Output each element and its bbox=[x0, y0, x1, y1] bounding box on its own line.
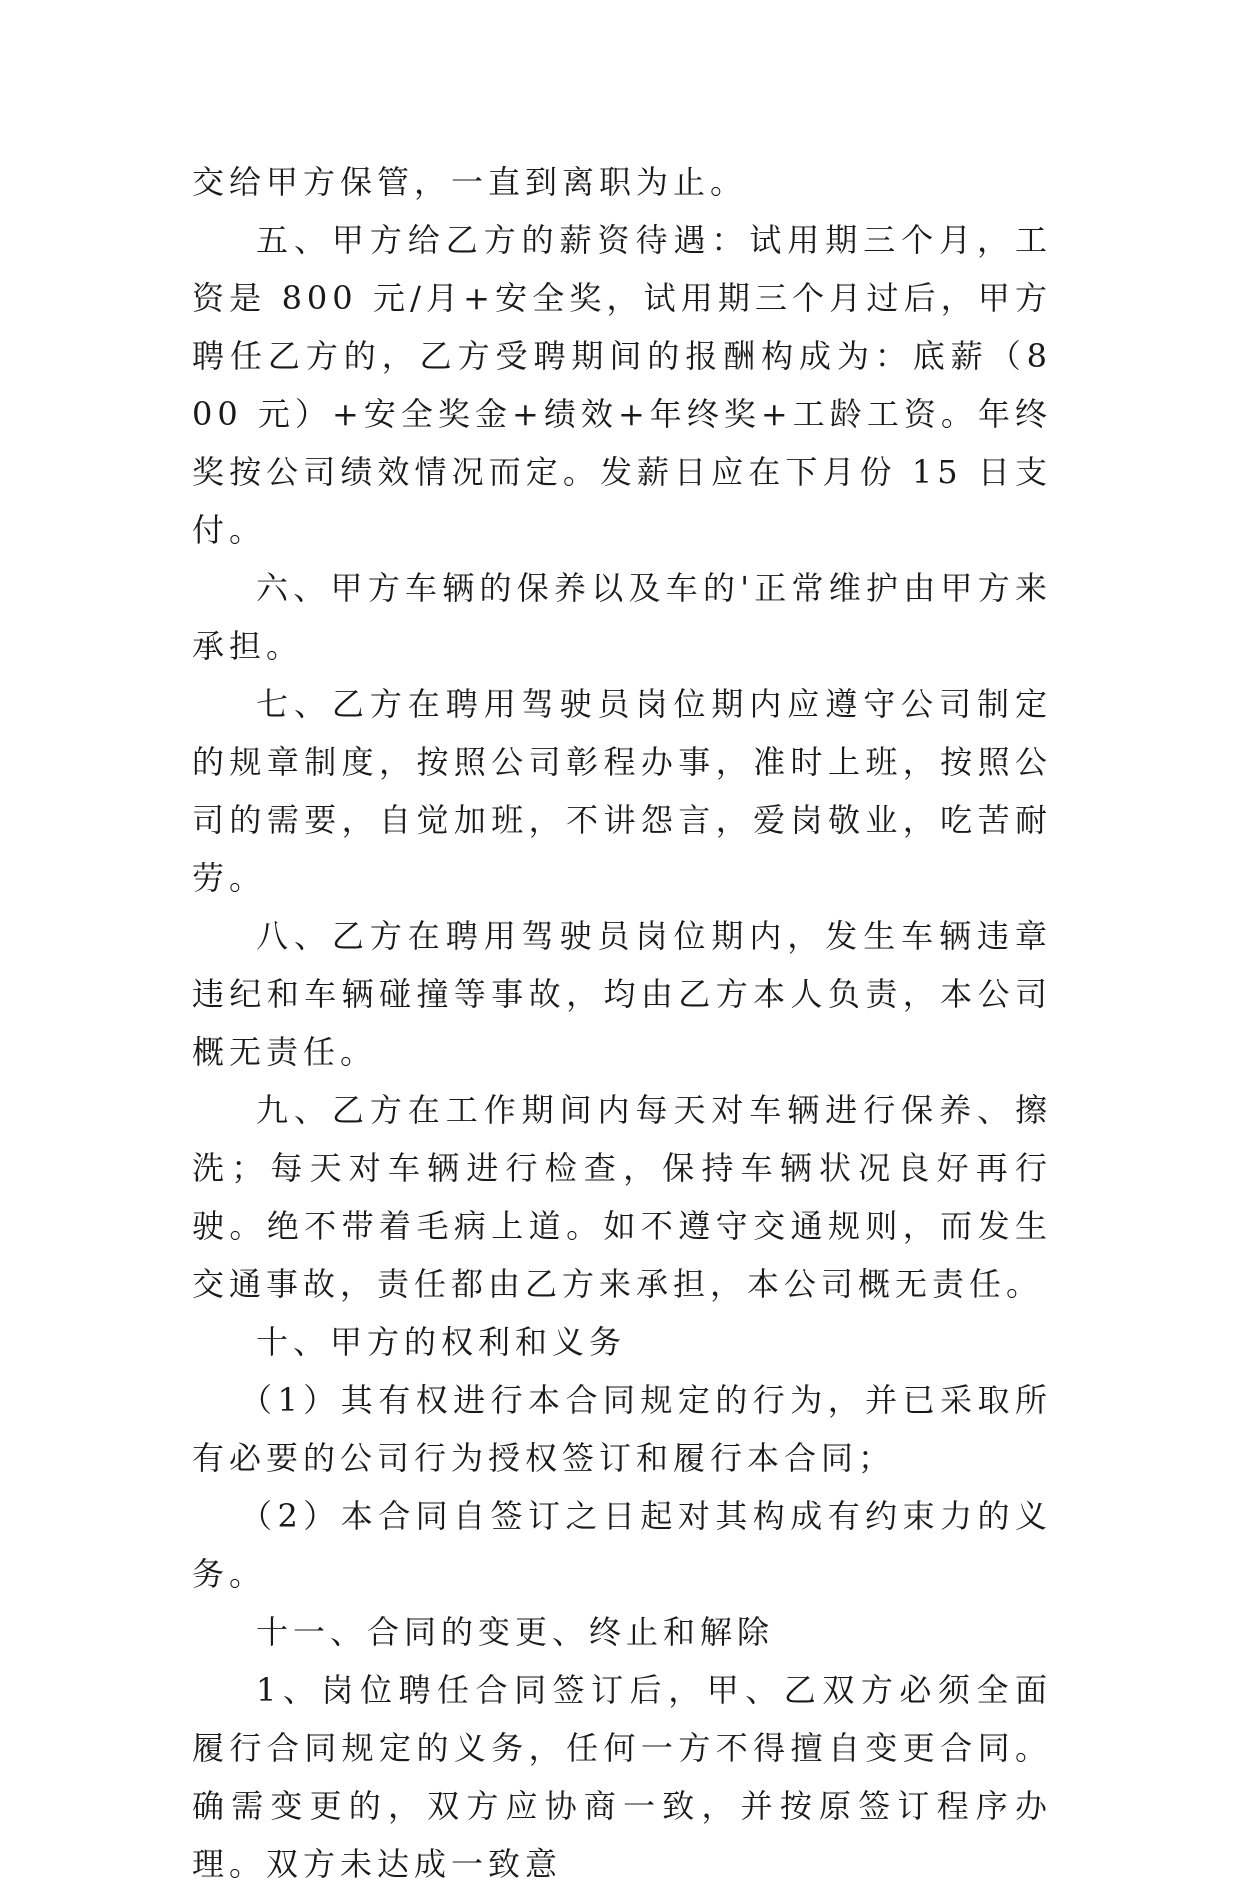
clause-10-heading: 十、甲方的权利和义务 bbox=[256, 1323, 627, 1361]
clause-10-item-2: （2）本合同自签订之日起对其构成有约束力的义务。 bbox=[192, 1497, 1052, 1593]
clause-11-item-1: 1、岗位聘任合同签订后，甲、乙双方必须全面履行合同规定的义务，任何一方不得擅自变更合同。确需变更的，双方应协商一致，并按原签订程序办理。双方未达成一致意 bbox=[192, 1671, 1052, 1883]
paragraph-continuation: 交给甲方保管，一直到离职为止。 bbox=[192, 163, 748, 201]
clause-9-vehicle-care: 九、乙方在工作期间内每天对车辆进行保养、擦洗；每天对车辆进行检查，保持车辆状况良好再行驶。绝不带着毛病上道。如不遵守交通规则，而发生交通事故，责任都由乙方来承担，本公司概无责任。 bbox=[192, 1091, 1052, 1303]
clause-11-heading: 十一、合同的变更、终止和解除 bbox=[256, 1613, 775, 1651]
document-body bbox=[192, 153, 1052, 1893]
clause-8-accidents: 八、乙方在聘用驾驶员岗位期内，发生车辆违章违纪和车辆碰撞等事故，均由乙方本人负责，本公司概无责任。 bbox=[192, 917, 1052, 1071]
clause-7-rules: 七、乙方在聘用驾驶员岗位期内应遵守公司制定的规章制度，按照公司彰程办事，准时上班，按照公司的需要，自觉加班，不讲怨言，爱岗敬业，吃苦耐劳。 bbox=[192, 685, 1052, 897]
clause-5-salary: 五、甲方给乙方的薪资待遇：试用期三个月，工资是 800 元/月+安全奖，试用期三个月过后，甲方聘任乙方的，乙方受聘期间的报酬构成为：底薪（800 元）+安全奖金+绩效+年终奖+工龄工资。年终奖按公司绩效情况而定。发薪日应在下月份 15 日支付。 bbox=[192, 221, 1052, 549]
clause-6-maintenance: 六、甲方车辆的保养以及车的'正常维护由甲方来承担。 bbox=[192, 569, 1052, 665]
clause-10-item-1: （1）其有权进行本合同规定的行为，并已采取所有必要的公司行为授权签订和履行本合同； bbox=[192, 1381, 1052, 1477]
